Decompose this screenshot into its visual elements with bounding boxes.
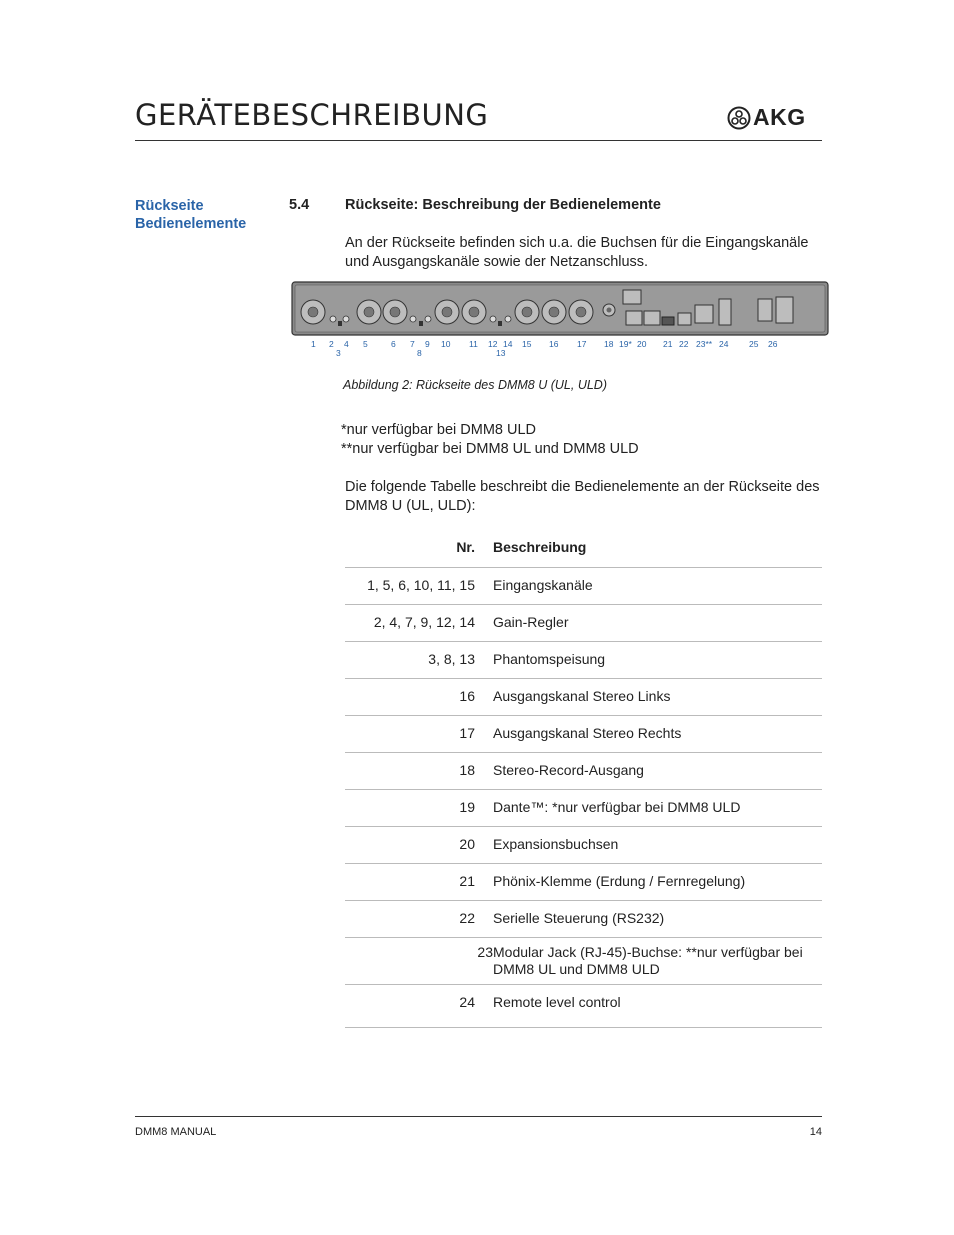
row-nr: 16 — [345, 679, 493, 716]
row-description: Phantomspeisung — [493, 642, 822, 679]
callout-label: 4 — [344, 339, 349, 349]
row-nr: 17 — [345, 716, 493, 753]
row-description: Stereo-Record-Ausgang — [493, 753, 822, 790]
callout-label: 12 — [488, 339, 498, 349]
akg-logo-icon — [727, 106, 751, 130]
callout-label: 15 — [522, 339, 532, 349]
table-intro-paragraph: Die folgende Tabelle beschreibt die Bedienelemente an der Rückseite des DMM8 U (UL, ULD): — [345, 479, 820, 514]
table-row — [345, 901, 822, 938]
row-description: Eingangskanäle — [493, 568, 822, 605]
table-row — [345, 716, 822, 753]
row-nr: 3, 8, 13 — [345, 642, 493, 679]
page-title: GERÄTEBESCHREIBUNG — [135, 98, 489, 132]
row-description: Gain-Regler — [493, 605, 822, 642]
column-header-description: Beschreibung — [493, 530, 822, 568]
table-row — [345, 753, 822, 790]
akg-logo — [727, 104, 823, 132]
table-row — [345, 790, 822, 827]
callout-label: 17 — [577, 339, 587, 349]
row-nr: 19 — [345, 790, 493, 827]
callout-label: 11 — [469, 339, 478, 349]
callout-label: 26 — [768, 339, 778, 349]
column-header-nr: Nr. — [345, 530, 493, 568]
table-row — [345, 679, 822, 716]
callout-label: 25 — [749, 339, 759, 349]
callout-label: 23** — [696, 339, 713, 349]
figure-caption: Abbildung 2: Rückseite des DMM8 U (UL, ULD) — [343, 378, 607, 392]
row-nr: 1, 5, 6, 10, 11, 15 — [345, 568, 493, 605]
callout-label: 18 — [604, 339, 614, 349]
section-title: Rückseite: Beschreibung der Bedienelemente — [345, 197, 661, 213]
table-row — [345, 827, 822, 864]
row-nr: 18 — [345, 753, 493, 790]
row-description: Remote level control — [493, 985, 822, 1028]
device-rear-panel-illustration — [291, 281, 830, 337]
footer-manual-name: DMM8 MANUAL — [135, 1126, 217, 1138]
callout-label: 9 — [425, 339, 430, 349]
callout-label: 22 — [679, 339, 689, 349]
table-row — [345, 642, 822, 679]
footnote-ul-uld: **nur verfügbar bei DMM8 UL und DMM8 ULD — [341, 441, 639, 457]
figure-callouts — [291, 337, 830, 361]
row-nr: 22 — [345, 901, 493, 938]
callout-label: 24 — [719, 339, 729, 349]
row-description: Serielle Steuerung (RS232) — [493, 901, 822, 938]
row-nr: 24 — [345, 985, 493, 1028]
row-description: Dante™: *nur verfügbar bei DMM8 ULD — [493, 790, 822, 827]
row-description: Ausgangskanal Stereo Rechts — [493, 716, 822, 753]
row-nr: 23 — [345, 938, 493, 985]
sidebar-heading-line1: Rückseite — [135, 198, 204, 214]
callout-label: 2 — [329, 339, 334, 349]
table-row — [345, 864, 822, 901]
sidebar-heading — [135, 197, 275, 233]
footnote-uld: *nur verfügbar bei DMM8 ULD — [341, 422, 537, 438]
callout-label: 7 — [410, 339, 415, 349]
callout-label: 5 — [363, 339, 368, 349]
callout-label: 20 — [637, 339, 647, 349]
table-header-row — [345, 530, 822, 568]
table-row — [345, 938, 822, 985]
table-row — [345, 605, 822, 642]
row-nr: 21 — [345, 864, 493, 901]
table-row — [345, 985, 822, 1028]
callout-label: 3 — [336, 348, 341, 358]
row-nr: 20 — [345, 827, 493, 864]
table-row — [345, 568, 822, 605]
callout-label: 13 — [496, 348, 506, 358]
intro-paragraph: An der Rückseite befinden sich u.a. die Buchsen für die Eingangskanäle und Ausgangskanäle sowie der Netzanschluss. — [345, 235, 809, 270]
callout-label: 14 — [503, 339, 513, 349]
footer-divider — [135, 1116, 822, 1117]
sidebar-heading-line2: Bedienelemente — [135, 216, 247, 232]
akg-logo-text: AKG — [753, 104, 806, 130]
row-nr: 2, 4, 7, 9, 12, 14 — [345, 605, 493, 642]
callout-label: 6 — [391, 339, 396, 349]
callout-label: 16 — [549, 339, 559, 349]
footer-page-number: 14 — [809, 1126, 822, 1138]
controls-table — [345, 530, 822, 1028]
header-divider — [135, 140, 822, 141]
row-description: Expansionsbuchsen — [493, 827, 822, 864]
row-description: Phönix-Klemme (Erdung / Fernregelung) — [493, 864, 822, 901]
row-description: Modular Jack (RJ-45)-Buchse: **nur verfügbar bei DMM8 UL und DMM8 ULD — [493, 938, 822, 985]
callout-label: 19* — [619, 339, 632, 349]
row-description: Ausgangskanal Stereo Links — [493, 679, 822, 716]
callout-label: 8 — [417, 348, 422, 358]
callout-label: 21 — [663, 339, 673, 349]
callout-label: 10 — [441, 339, 451, 349]
callout-label: 1 — [311, 339, 316, 349]
section-number: 5.4 — [289, 197, 310, 213]
